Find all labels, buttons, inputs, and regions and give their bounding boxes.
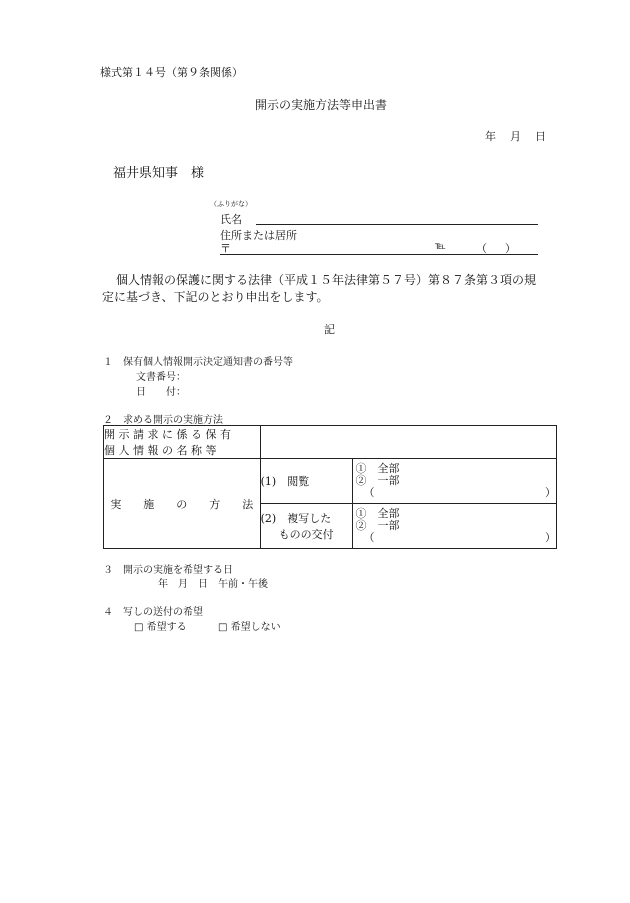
option2-label-line2: ものの交付: [278, 528, 334, 541]
page-title: 開示の実施方法等申出書: [255, 98, 388, 112]
furigana-label: （ふりがな）: [210, 200, 252, 208]
option1-label-cell: [260, 459, 353, 504]
section1-heading: １ 保有個人情報開示決定通知書の番号等: [103, 357, 293, 368]
option2-all[interactable]: ① 全部: [355, 507, 400, 520]
ki-heading: 記: [324, 323, 335, 336]
mail-no-checkbox[interactable]: □ 希望しない: [218, 622, 281, 633]
method-table: [103, 425, 557, 549]
section3-heading: ３ 開示の実施を希望する日: [103, 565, 233, 576]
option2-label-cell: [260, 504, 353, 549]
option1-label: (1) 閲覧: [260, 475, 310, 488]
postal-mark: 〒: [220, 242, 231, 255]
mail-yes-checkbox[interactable]: □ 希望する: [134, 622, 187, 633]
option2-paren-close: ）: [545, 531, 556, 544]
section2-heading: ２ 求める開示の実施方法: [103, 415, 223, 426]
date-day: 日: [535, 130, 546, 143]
address-field[interactable]: [220, 254, 538, 255]
addressee: 福井県知事 様: [113, 166, 205, 181]
desired-date-line[interactable]: 年 月 日 午前・午後: [158, 579, 268, 590]
option1-part[interactable]: ② 一部: [355, 474, 400, 487]
form-number: 様式第１４号（第９条関係）: [100, 66, 243, 79]
doc-number-label: 文書番号：: [136, 372, 186, 383]
date-year: 年: [485, 130, 496, 143]
address-label: 住所または居所: [220, 229, 297, 242]
section4-heading: ４ 写しの送付の希望: [103, 607, 203, 618]
name-field[interactable]: [256, 224, 538, 225]
tel-icon: ℡: [435, 241, 446, 252]
option2-choices: [353, 504, 557, 549]
option1-choices: [353, 459, 557, 504]
info-name-input-cell[interactable]: [260, 426, 556, 459]
option2-label-line1: (2) 複写した: [260, 512, 332, 525]
option2-paren-open: （: [363, 531, 375, 544]
tel-paren-close: ）: [505, 242, 516, 255]
body-line-2: 定に基づき、下記のとおり申出をします。: [102, 290, 329, 304]
option1-paren-close: ）: [545, 486, 556, 499]
tel-paren-open: （: [476, 242, 487, 255]
date-month: 月: [510, 130, 521, 143]
option1-all[interactable]: ① 全部: [355, 462, 400, 475]
body-line-1: 個人情報の保護に関する法律（平成１５年法律第５７号）第８７条第３項の規: [116, 273, 537, 287]
info-name-label-line1: 開 示 請 求 に 係 る 保 有: [104, 428, 231, 441]
info-name-label-line2: 個 人 情 報 の 名 称 等: [104, 444, 217, 457]
method-label-cell: [104, 459, 261, 549]
method-label: 実 施 の 方 法: [110, 497, 254, 511]
option2-part[interactable]: ② 一部: [355, 519, 400, 532]
option1-paren-open: （: [363, 486, 375, 499]
notice-date-label: 日 付：: [136, 387, 186, 398]
name-label: 氏名: [220, 213, 242, 226]
option1-remark-row[interactable]: [353, 487, 556, 499]
info-name-label-cell: [104, 426, 261, 459]
option2-remark-row[interactable]: [353, 532, 556, 544]
